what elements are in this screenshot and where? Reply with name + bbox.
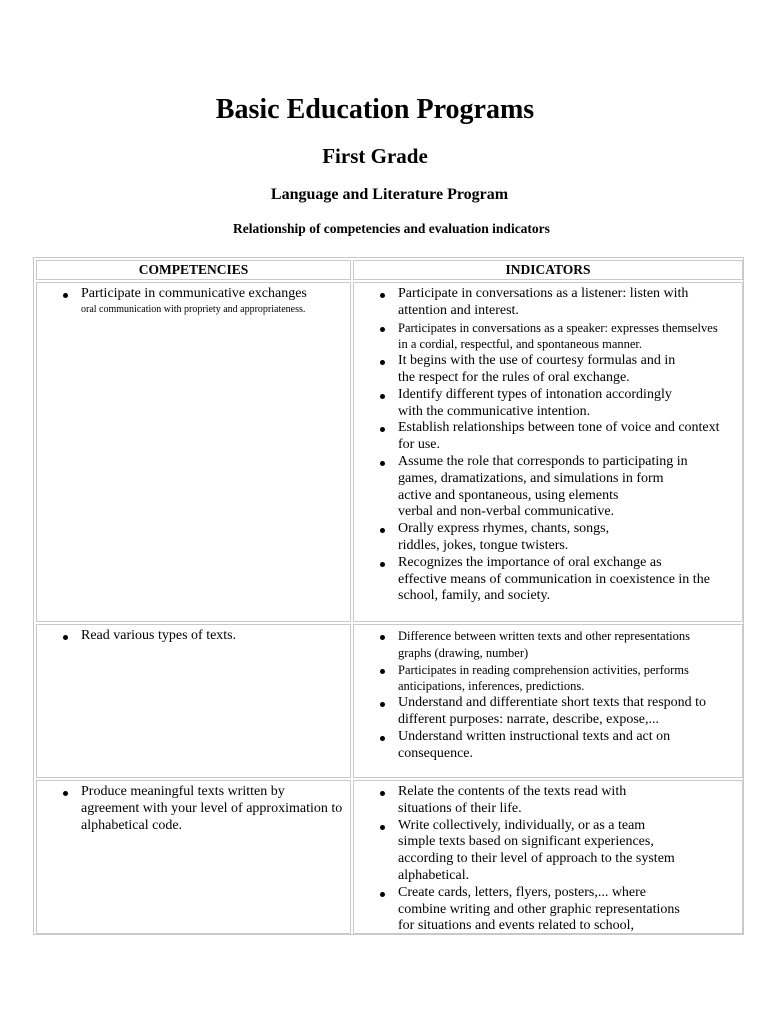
table-caption: Relationship of competencies and evaluation indicators: [233, 221, 550, 236]
competency-cell: [36, 780, 351, 934]
competency-subtext: oral communication with propriety and appropriateness.: [81, 303, 306, 315]
competencies-table: [33, 257, 744, 935]
list-item: Understand and differentiate short texts that respond to different purposes: narrate, describe, expose,...: [376, 695, 741, 729]
list-item: Produce meaningful texts written by agreement with your level of approximation to alphabetical code.: [59, 784, 349, 834]
column-header-indicators: INDICATORS: [353, 260, 743, 280]
page-title: Basic Education Programs: [215, 94, 535, 125]
list-item: Write collectively, individually, or as a team simple texts based on significant experiences, according to their level of approach to the system alphabetical.: [376, 818, 741, 885]
list-item: Read various types of texts.: [59, 628, 349, 645]
indicators-cell: [353, 780, 743, 934]
indicators-cell: [353, 282, 743, 622]
list-item: Participates in conversations as a speaker: expresses themselves in a cordial, respectful, and spontaneous manner.: [376, 320, 748, 354]
list-item: [59, 286, 349, 316]
list-item: Create cards, letters, flyers, posters,... where combine writing and other graphic representations for situations and events related to school,: [376, 885, 741, 935]
list-item: Difference between written texts and other representations graphs (drawing, number): [376, 628, 741, 662]
list-item: Participate in conversations as a listener: listen with attention and interest.: [376, 286, 748, 320]
indicators-cell: [353, 624, 743, 778]
competency-text: Participate in communicative exchanges: [81, 286, 307, 301]
list-item: Understand written instructional texts and act on consequence.: [376, 729, 741, 763]
list-item: It begins with the use of courtesy formulas and in the respect for the rules of oral exchange.: [376, 353, 748, 387]
list-item: Assume the role that corresponds to participating in games, dramatizations, and simulations in form active and spontaneous, using elements verbal and non-verbal communicative.: [376, 454, 748, 521]
list-item: Recognizes the importance of oral exchange as effective means of communication in coexistence in the school, family, and society.: [376, 555, 748, 605]
list-item: Participates in reading comprehension activities, performs anticipations, inferences, predictions.: [376, 662, 741, 696]
program-heading: Language and Literature Program: [270, 186, 509, 203]
column-header-competencies: COMPETENCIES: [36, 260, 351, 280]
competency-cell: [36, 282, 351, 622]
list-item: Establish relationships between tone of voice and context for use.: [376, 420, 748, 454]
grade-heading: First Grade: [322, 144, 428, 168]
competency-cell: [36, 624, 351, 778]
list-item: Relate the contents of the texts read with situations of their life.: [376, 784, 741, 818]
list-item: Identify different types of intonation accordingly with the communicative intention.: [376, 387, 748, 421]
list-item: Orally express rhymes, chants, songs, riddles, jokes, tongue twisters.: [376, 521, 748, 555]
